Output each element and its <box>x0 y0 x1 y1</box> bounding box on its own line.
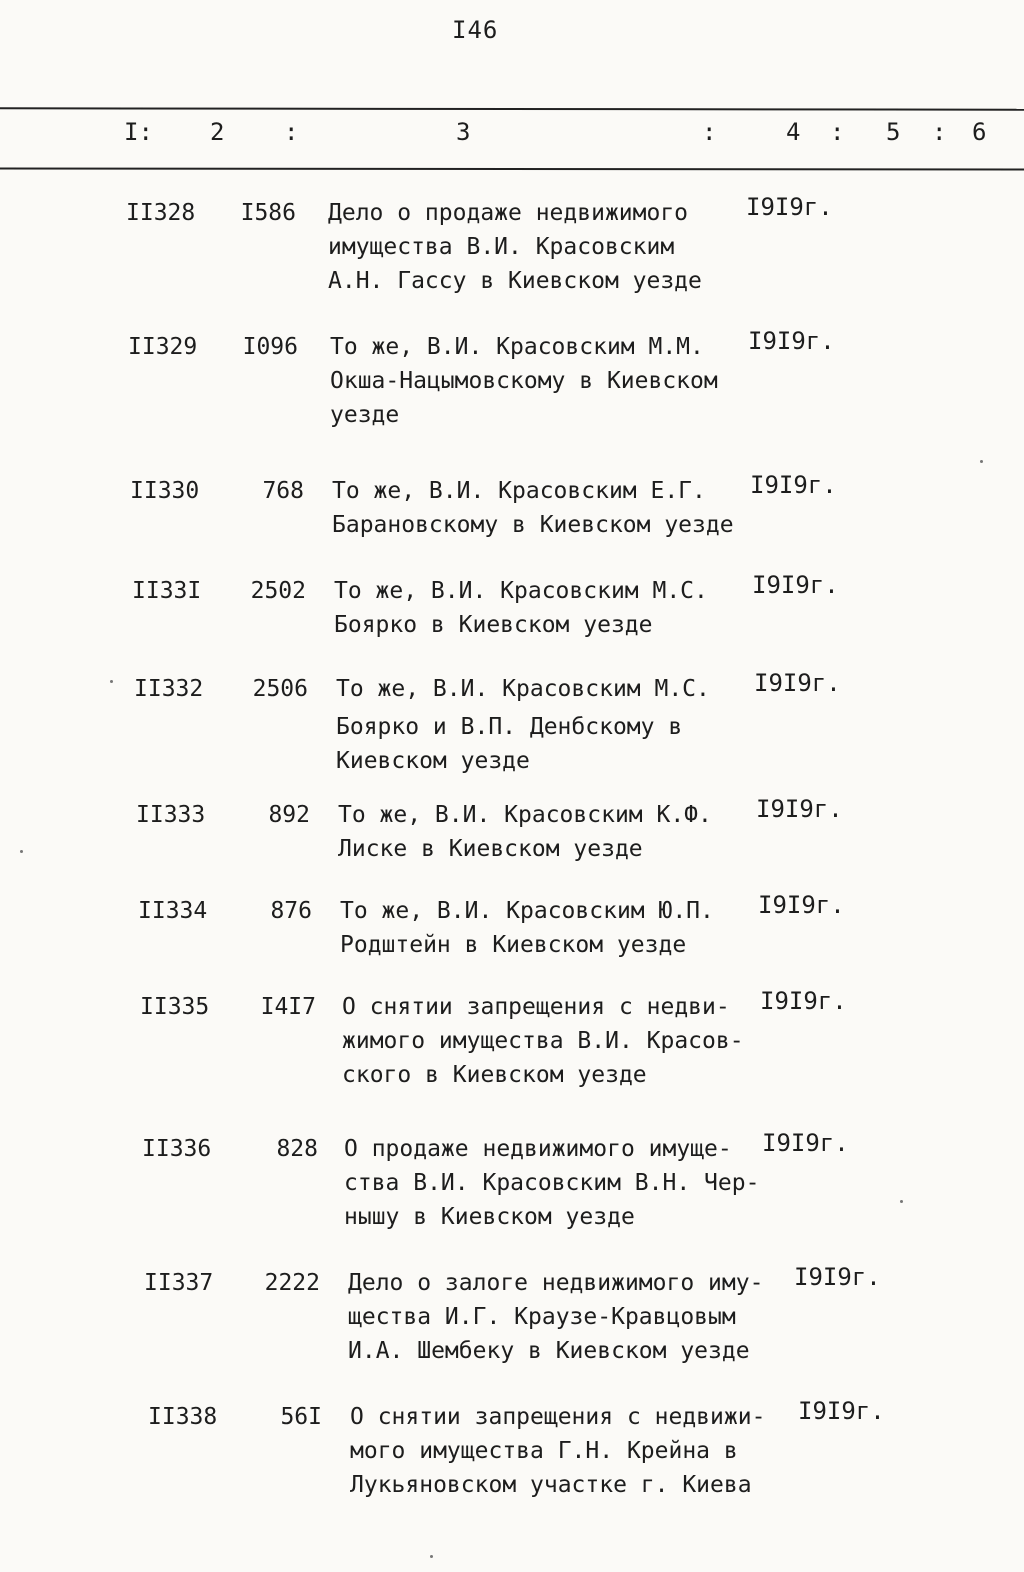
scan-speck <box>980 460 983 463</box>
entry-code: 2502 <box>250 578 306 604</box>
entry-number: II338 <box>148 1404 218 1430</box>
description-line: уезде <box>330 402 400 428</box>
entry-number: II333 <box>136 802 206 828</box>
entry-number: II334 <box>138 898 208 924</box>
header-top-rule <box>0 107 1024 110</box>
entry-code: 828 <box>276 1136 318 1162</box>
entry-description <box>328 196 702 298</box>
scan-speck <box>900 1200 903 1203</box>
entry-year: I9I9г. <box>754 669 841 697</box>
column-separator: : <box>702 118 717 146</box>
description-line: Киевском уезде <box>336 748 530 774</box>
entry-year: I9I9г. <box>746 193 833 221</box>
entry-year: I9I9г. <box>794 1263 881 1291</box>
description-line: Боярко в Киевском уезде <box>334 612 653 638</box>
column-separator: : <box>932 118 947 146</box>
column-header-4: 4 <box>786 118 801 146</box>
description-line: О снятии запрещения с недви- <box>342 994 730 1020</box>
description-line: жимого имущества В.И. Красов- <box>342 1028 744 1054</box>
header-bottom-rule <box>0 167 1024 170</box>
description-line: И.А. Шембеку в Киевском уезде <box>348 1338 750 1364</box>
description-line: Лиске в Киевском уезде <box>338 836 643 862</box>
description-line: Боярко и В.П. Денбскому в <box>336 714 683 740</box>
description-line: имущества В.И. Красовским <box>328 234 675 260</box>
entry-description <box>340 894 714 962</box>
scan-speck <box>20 850 23 853</box>
entry-number: II330 <box>130 478 200 504</box>
page-number: I46 <box>452 16 499 44</box>
entry-code: 768 <box>262 478 304 504</box>
column-separator: : <box>830 118 845 146</box>
description-line: ского в Киевском уезде <box>342 1062 647 1088</box>
entry-year: I9I9г. <box>798 1397 885 1425</box>
entry-number: II329 <box>128 334 198 360</box>
entry-code: I4I7 <box>260 994 316 1020</box>
description-line: нышу в Киевском уезде <box>344 1204 635 1230</box>
scan-speck <box>430 1555 433 1558</box>
description-line: О снятии запрещения с недвижи- <box>350 1404 766 1430</box>
entry-year: I9I9г. <box>756 795 843 823</box>
entry-description <box>332 474 734 542</box>
scan-speck <box>110 680 113 683</box>
description-line: Дело о продаже недвижимого <box>328 200 689 226</box>
entry-number: II33I <box>132 578 202 604</box>
description-line: То же, В.И. Красовским М.М. <box>330 334 704 360</box>
entry-description <box>344 1132 759 1234</box>
column-header-2: 2 <box>210 118 225 146</box>
entry-number: II336 <box>142 1136 212 1162</box>
column-header-3: 3 <box>456 118 471 146</box>
entry-number: II328 <box>126 200 196 226</box>
description-line: Родштейн в Киевском уезде <box>340 932 687 958</box>
entry-year: I9I9г. <box>748 327 835 355</box>
description-line: Лукьяновском участке г. Киева <box>350 1472 752 1498</box>
entry-description <box>348 1266 763 1368</box>
entry-code: 876 <box>270 898 312 924</box>
description-line: щества И.Г. Краузе-Кравцовым <box>348 1304 736 1330</box>
entry-description <box>334 574 708 642</box>
entry-number: II337 <box>144 1270 214 1296</box>
description-line: Окша-Нацымовскому в Киевском <box>330 368 718 394</box>
entry-description <box>342 990 744 1092</box>
description-line: То же, В.И. Красовским М.С. <box>336 676 710 702</box>
entry-description <box>338 798 712 866</box>
entry-year: I9I9г. <box>760 987 847 1015</box>
description-line: То же, В.И. Красовским К.Ф. <box>338 802 712 828</box>
description-line: Барановскому в Киевском уезде <box>332 512 734 538</box>
entry-description <box>350 1400 765 1502</box>
description-line: То же, В.И. Красовским Ю.П. <box>340 898 714 924</box>
entry-code: 56I <box>280 1404 322 1430</box>
entry-year: I9I9г. <box>762 1129 849 1157</box>
entry-code: I586 <box>240 200 296 226</box>
entry-year: I9I9г. <box>750 471 837 499</box>
entry-year: I9I9г. <box>758 891 845 919</box>
entry-year: I9I9г. <box>752 571 839 599</box>
description-line: Дело о залоге недвижимого иму- <box>348 1270 764 1296</box>
description-line: А.Н. Гассу в Киевском уезде <box>328 268 702 294</box>
entry-description <box>336 672 710 778</box>
entry-code: 2506 <box>252 676 308 702</box>
entry-code: 892 <box>268 802 310 828</box>
description-line: То же, В.И. Красовским Е.Г. <box>332 478 706 504</box>
column-header-1: I: <box>124 118 153 146</box>
description-line: мого имущества Г.Н. Крейна в <box>350 1438 738 1464</box>
entry-number: II332 <box>134 676 204 702</box>
column-header-5: 5 <box>886 118 901 146</box>
description-line: О продаже недвижимого имуще- <box>344 1136 732 1162</box>
entry-code: 2222 <box>264 1270 320 1296</box>
entry-code: I096 <box>242 334 298 360</box>
description-line: ства В.И. Красовским В.Н. Чер- <box>344 1170 760 1196</box>
description-line: То же, В.И. Красовским М.С. <box>334 578 708 604</box>
entry-description <box>330 330 718 432</box>
entry-number: II335 <box>140 994 210 1020</box>
column-separator: : <box>284 118 299 146</box>
column-header-6: 6 <box>972 118 987 146</box>
